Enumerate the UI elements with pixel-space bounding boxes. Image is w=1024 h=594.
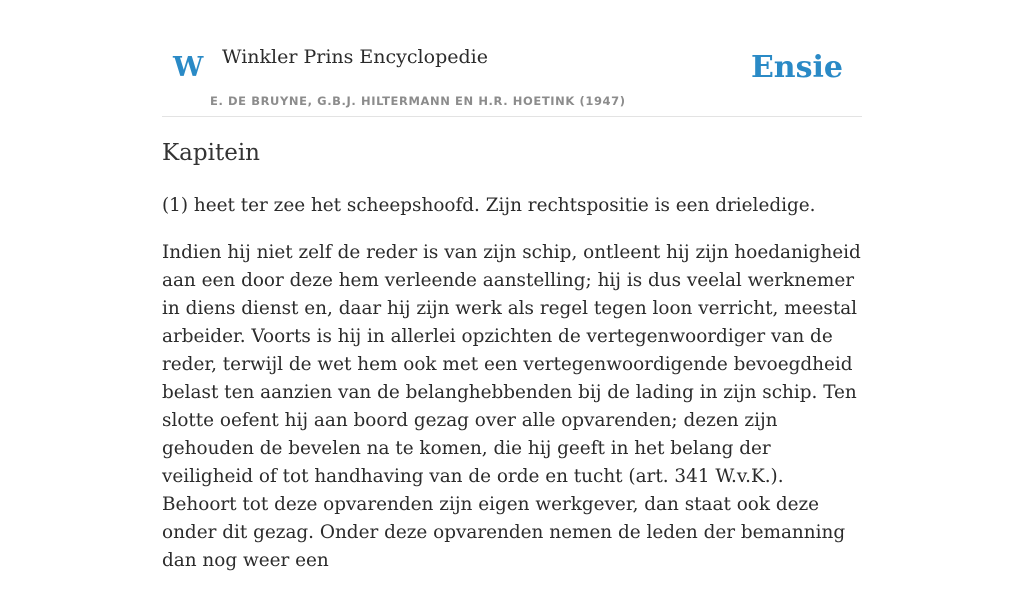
site-logo[interactable]: Ensie	[750, 50, 843, 85]
article-paragraph: Indien hij niet zelf de reder is van zijn schip, ontleent hij zijn hoedanigheid aan een door deze hem verleende aanstelling; hij is dus veelal werknemer in diens dienst en, daar hij zijn werk als regel tegen loon verricht, meestal arbeider. Voorts is hij in allerlei opzichten de vertegenwoordiger van de reder, terwijl de wet hem ook met een vertegenwoordigende bevoegdheid belast ten aanzien van de belanghebbenden bij de lading in zijn schip. Ten slotte oefent hij aan boord gezag over alle opvarenden; dezen zijn gehouden de bevelen na te komen, die hij geeft in het belang der veiligheid of tot handhaving van de orde en tucht (art. 341 W.v.K.). Behoort tot deze opvarenden zijn eigen werkgever, dan staat ook deze onder dit gezag. Onder deze opvarenden nemen de leden der bemanning dan nog weer een	[162, 242, 861, 571]
book-title[interactable]: Winkler Prins Encyclopedie	[222, 46, 488, 68]
article-body	[162, 192, 862, 594]
book-authors: E. DE BRUYNE, G.B.J. HILTERMANN EN H.R. HOETINK (1947)	[210, 94, 626, 108]
page-title: Kapitein	[162, 140, 260, 166]
article-paragraph: (1) heet ter zee het scheepshoofd. Zijn rechtspositie is een drieledige.	[162, 195, 816, 216]
header	[162, 0, 862, 117]
book-logo[interactable]: W	[173, 52, 204, 83]
